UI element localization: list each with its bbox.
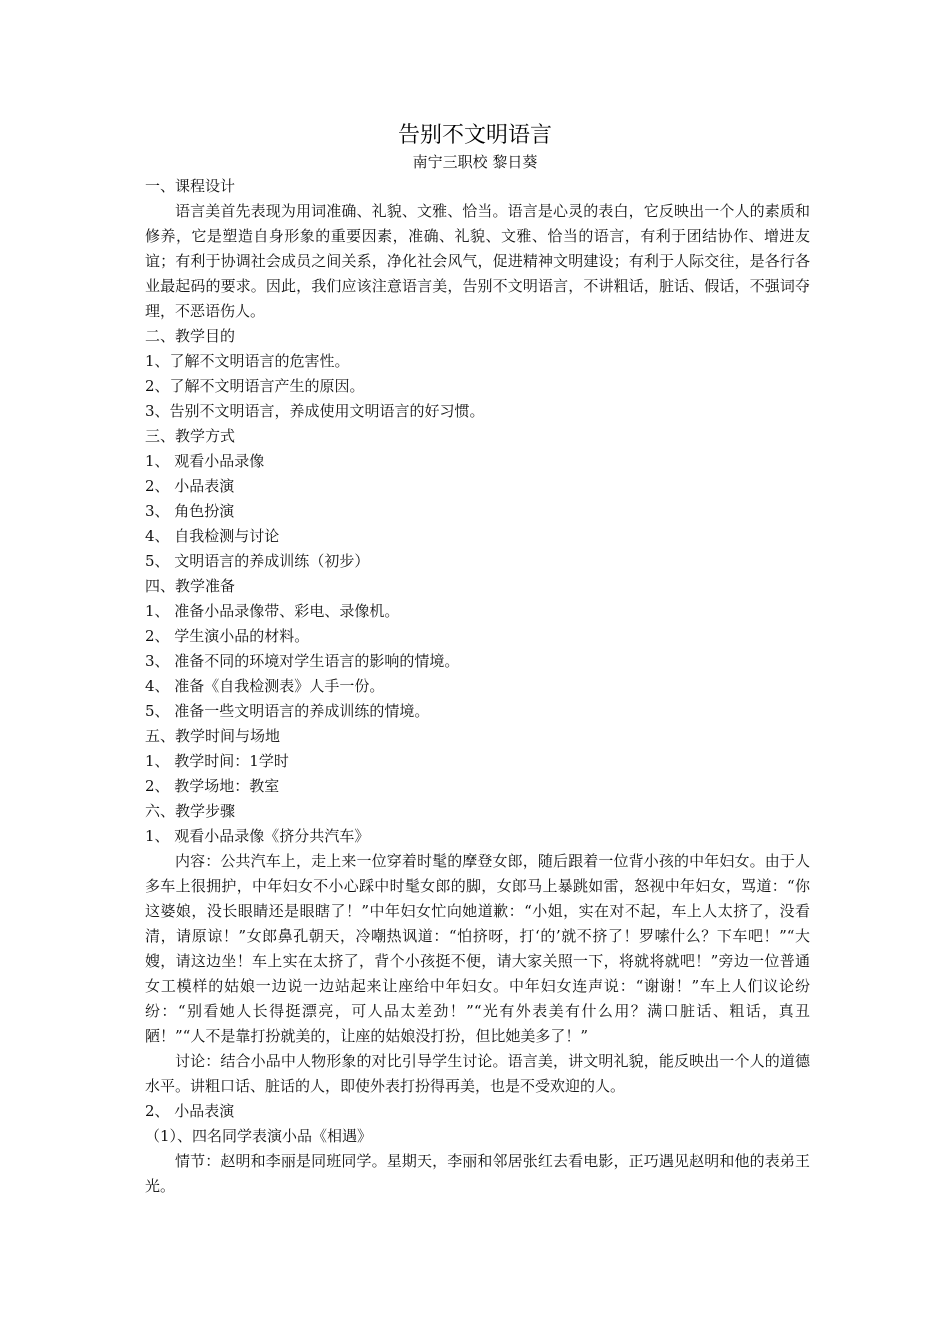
method-item: 5、 文明语言的养成训练（初步） <box>145 552 370 570</box>
preparation-item: 5、 准备一些文明语言的养成训练的情境。 <box>145 702 430 720</box>
document-title: 告别不文明语言 <box>397 123 552 148</box>
method-item: 1、 观看小品录像 <box>145 452 265 470</box>
skit-content-paragraph: 内容：公共汽车上，走上来一位穿着时髦的摩登女郎，随后跟着一位背小孩的中年妇女。由于人多车上很拥护，中年妇女不小心踩中时髦女郎的脚，女郎马上暴跳如雷，怒视中年妇女，骂道：“你这婆娘，没长眼睛还是眼瞎了！”中年妇女忙向她道歉：“小姐，实在对不起，车上人太挤了，没看清，请原谅！”女郎鼻孔朝天，冷嘲热讽道：“怕挤呀，打‘的’就不挤了！罗嗦什么？下车吧！”“大嫂，请这边坐！车上实在太挤了，背个小孩挺不便，请大家关照一下，将就将就吧！”旁边一位普通女工模样的姑娘一边说一边站起来让座给中年妇女。中年妇女连声说：“谢谢！”车上人们议论纷纷：“别看她人长得挺漂亮，可人品太差劲！”“光有外表美有什么用？满口脏话、粗话，真丑陋！”“人不是靠打扮就美的，让座的姑娘没打扮，但比她美多了！” <box>145 852 810 1045</box>
preparation-item: 4、 准备《自我检测表》人手一份。 <box>145 677 385 695</box>
discussion-paragraph: 讨论：结合小品中人物形象的对比引导学生讨论。语言美，讲文明礼貌，能反映出一个人的道德水平。讲粗口话、脏话的人，即使外表打扮得再美，也是不受欢迎的人。 <box>145 1052 810 1095</box>
step-item-performance: 2、 小品表演 <box>145 1102 235 1120</box>
section-heading-course-design: 一、课程设计 <box>145 177 236 195</box>
section-heading-time-venue: 五、教学时间与场地 <box>145 727 281 745</box>
document-author: 南宁三职校 黎日葵 <box>412 153 538 171</box>
section-heading-teaching-goals: 二、教学目的 <box>145 327 236 345</box>
method-item: 4、 自我检测与讨论 <box>145 527 280 545</box>
method-item: 2、 小品表演 <box>145 477 235 495</box>
preparation-item: 2、 学生演小品的材料。 <box>145 627 310 645</box>
goal-item: 3、告别不文明语言，养成使用文明语言的好习惯。 <box>145 402 485 420</box>
goal-item: 1、了解不文明语言的危害性。 <box>145 352 350 370</box>
preparation-item: 1、 准备小品录像带、彩电、录像机。 <box>145 602 400 620</box>
course-design-paragraph: 语言美首先表现为用词准确、礼貌、文雅、恰当。语言是心灵的表白，它反映出一个人的素质和修养，它是塑造自身形象的重要因素，准确、礼貌、文雅、恰当的语言，有利于团结协作、增进友谊；有利于协调社会成员之间关系，净化社会风气，促进精神文明建设；有利于人际交往，是各行各业最起码的要求。因此，我们应该注意语言美，告别不文明语言，不讲粗话，脏话、假话，不强词夺理，不恶语伤人。 <box>145 202 810 320</box>
preparation-item: 3、 准备不同的环境对学生语言的影响的情境。 <box>145 652 460 670</box>
sub-item-skit: （1）、四名同学表演小品《相遇》 <box>145 1127 373 1145</box>
time-venue-item: 2、 教学场地：教室 <box>145 777 280 795</box>
document-body <box>145 174 810 1199</box>
section-heading-preparation: 四、教学准备 <box>145 577 236 595</box>
step-item-video: 1、 观看小品录像《挤分共汽车》 <box>145 827 370 845</box>
time-venue-item: 1、 教学时间：1学时 <box>145 752 289 770</box>
method-item: 3、 角色扮演 <box>145 502 235 520</box>
goal-item: 2、了解不文明语言产生的原因。 <box>145 377 365 395</box>
section-heading-teaching-steps: 六、教学步骤 <box>145 802 236 820</box>
plot-paragraph: 情节：赵明和李丽是同班同学。星期天，李丽和邻居张红去看电影，正巧遇见赵明和他的表弟王光。 <box>145 1152 810 1195</box>
section-heading-teaching-methods: 三、教学方式 <box>145 427 236 445</box>
